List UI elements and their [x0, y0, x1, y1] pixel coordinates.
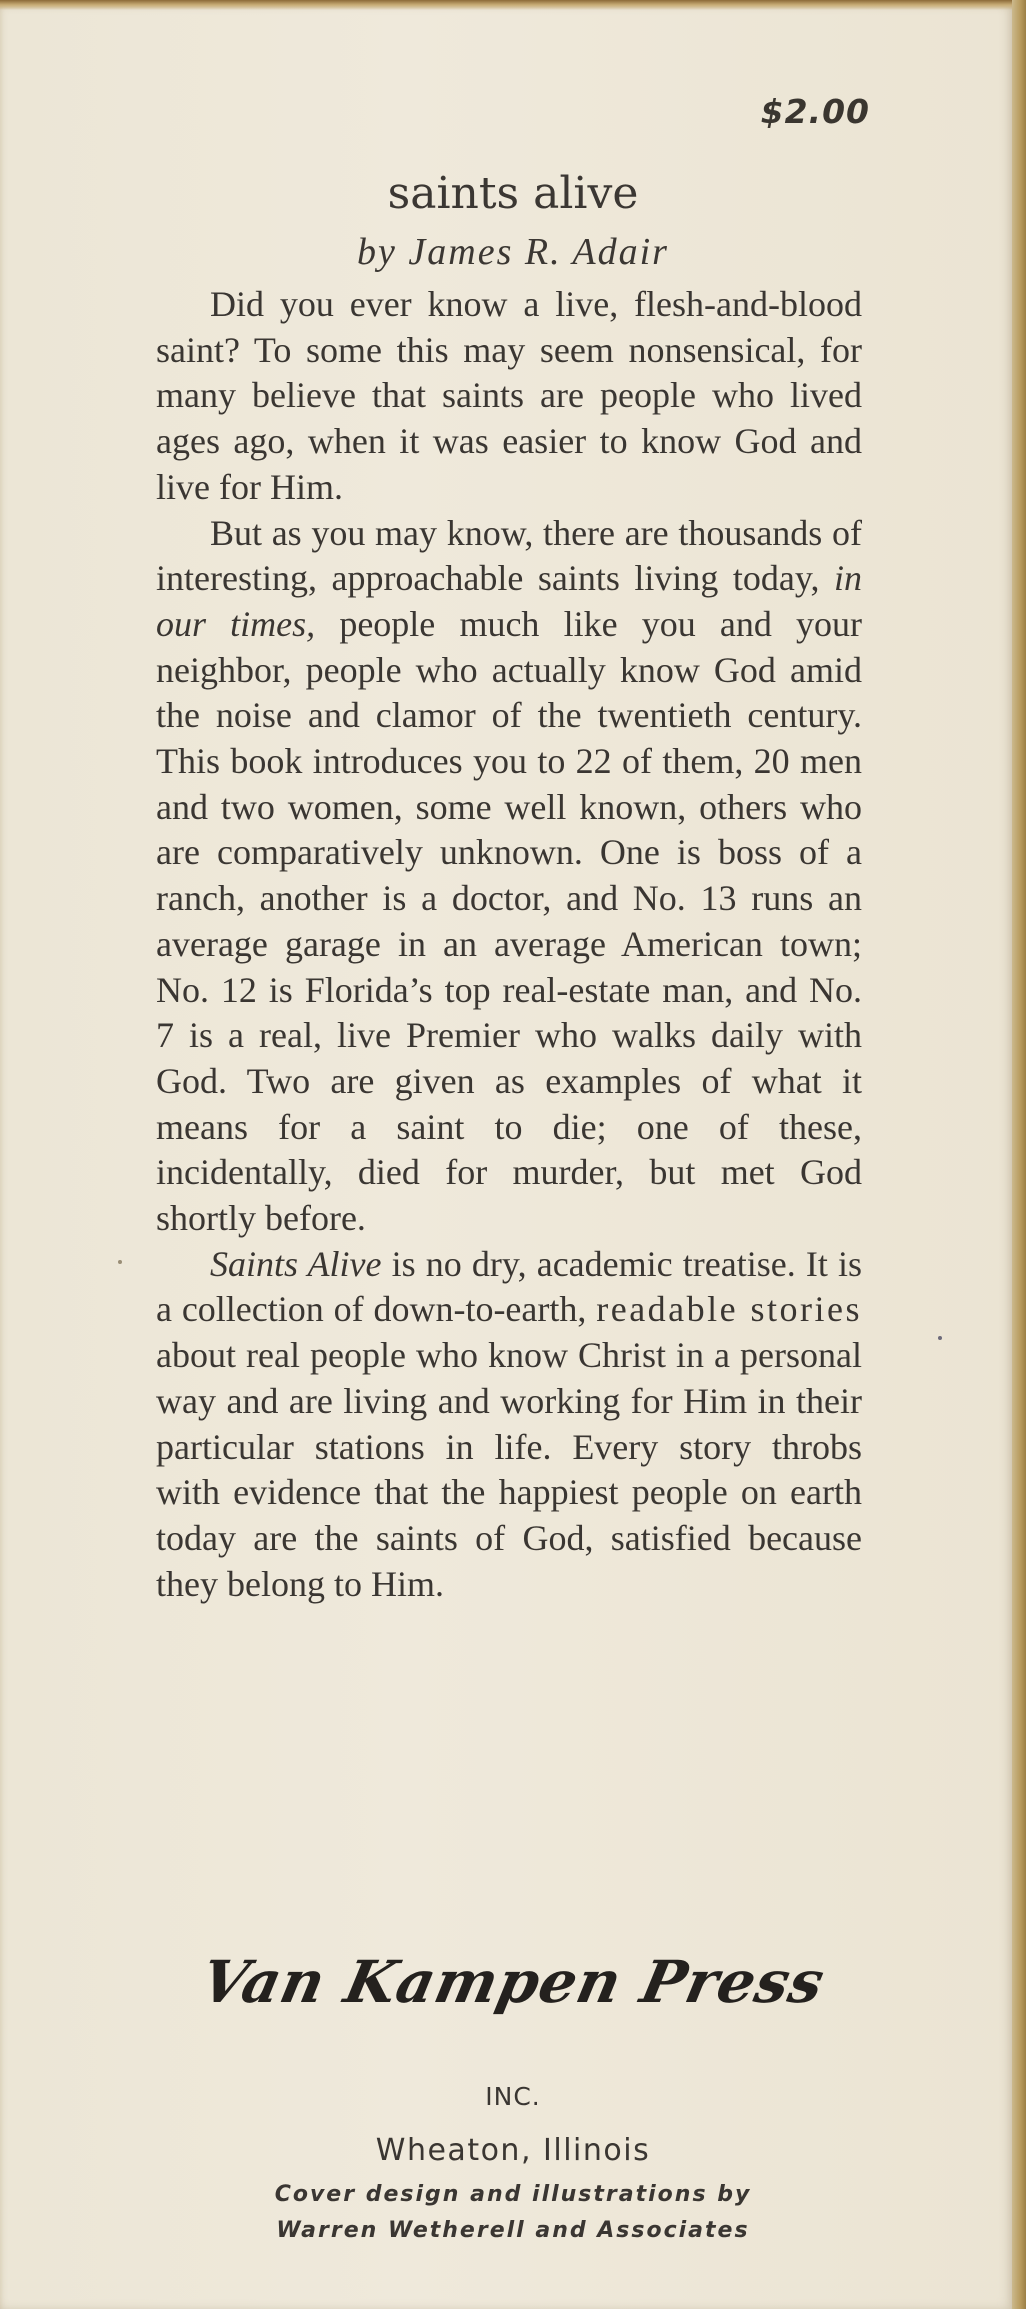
publisher-inc: INC.: [485, 2082, 541, 2111]
cover-credit-line-1: Cover design and illustrations by: [274, 2182, 752, 2207]
paragraph-2-text-b: people much like you and your neighbor, people who actually know God amid the noise and clamor of the twentieth century. This book introduces you to 22 of them, 20 men and two women, some well known, others who are comparatively unknown. One is boss of a ranch, another is a doctor, and No. 13 runs an average garage in an average American town; No. 12 is Florida’s top real-estate man, and No. 7 is a real, live Premier who walks daily with God. Two are given as examples of what it means for a saint to die; one of these, incidentally, died for murder, but met God shortly before.: [156, 603, 863, 1239]
paragraph-2-emphasis: in our times,: [156, 558, 862, 644]
paragraph-3-text-b: about real people who know Christ in a personal way and are living and working for Him in their particular stations in life. Every story throbs with evidence that the happiest people on earth today are the saints of God, satisfied because they belong to Him.: [156, 1335, 862, 1604]
paper-speck: [118, 1260, 122, 1264]
book-title: saints alive: [387, 168, 639, 219]
paragraph-2-text-a: But as you may know, there are thousands of interesting, approachable saints living today,: [156, 512, 862, 599]
jacket-top-edge: [0, 0, 1026, 10]
paragraph-3-spaced-text: readable stories: [596, 1289, 862, 1330]
paragraph-3-text-a: is no dry, academic treatise. It is a collection of down-to-earth,: [156, 1243, 862, 1330]
author-byline: by James R. Adair: [357, 231, 669, 273]
paper-speck: [938, 1336, 942, 1340]
paragraph-3-title-ref: Saints Alive: [210, 1243, 382, 1284]
publisher-logo: Van Kampen Press: [195, 1948, 831, 2016]
paragraph-2: [156, 511, 862, 1242]
cover-credit-line-2: Warren Wetherell and Associates: [276, 2218, 750, 2243]
paragraph-3: [156, 1242, 862, 1608]
paragraph-1: Did you ever know a live, flesh-and-blood saint? To some this may seem nonsensical, for many believe that saints are people who lived ages ago, when it was easier to know God and live for Him.: [156, 284, 862, 507]
price-label: $2.00: [760, 92, 870, 131]
publisher-city: Wheaton, Illinois: [375, 2133, 651, 2168]
flap-description: [156, 282, 862, 1607]
